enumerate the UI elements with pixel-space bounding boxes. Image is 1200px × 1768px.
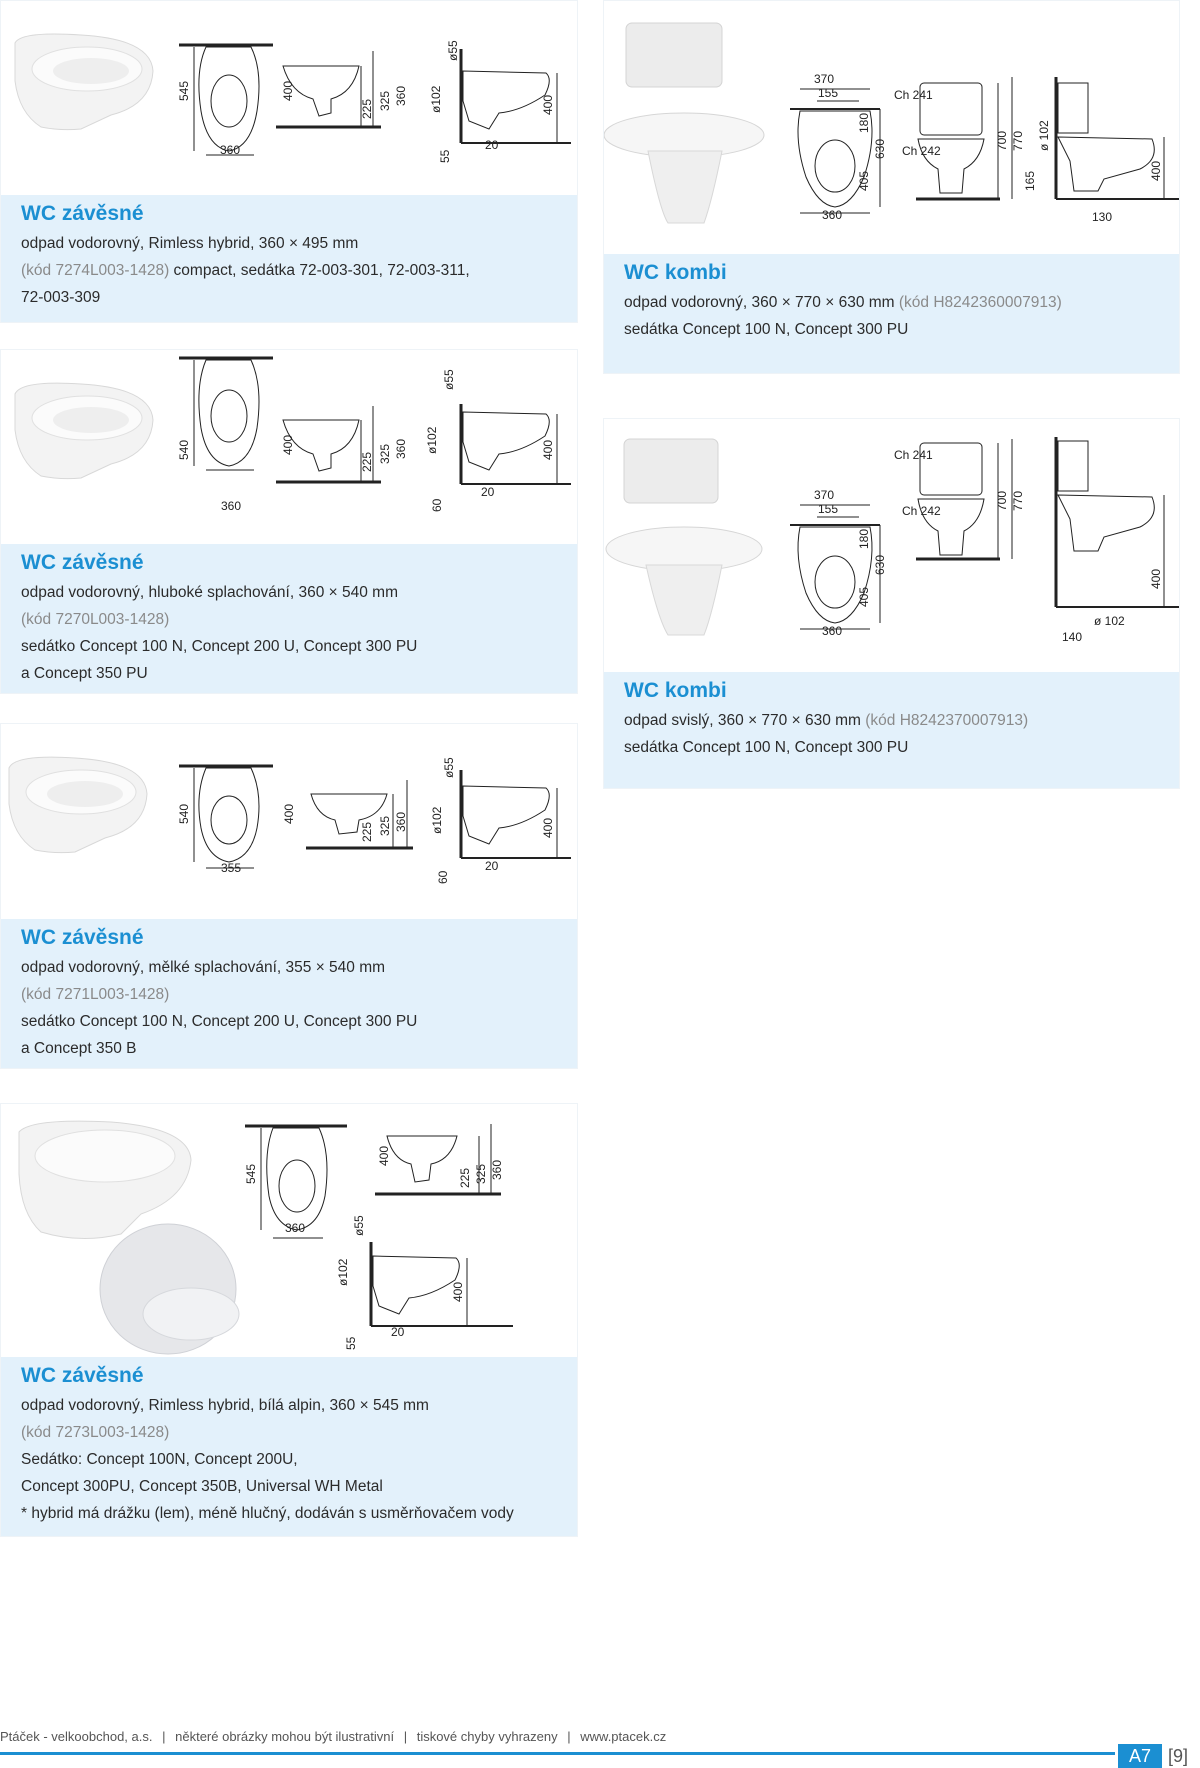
product-info: [604, 254, 1179, 373]
dim-side-400: 400: [541, 817, 555, 838]
product-info: [1, 195, 577, 322]
product-description: [624, 707, 1159, 734]
product-card-3: [0, 723, 578, 1069]
dim-height: 540: [177, 803, 191, 824]
product-images: [604, 419, 1179, 674]
toilet-photo: [604, 23, 764, 223]
product-title: WC závěsné: [21, 551, 144, 574]
dim-165: 165: [1023, 170, 1037, 191]
product-title: WC závěsné: [21, 1364, 144, 1387]
dim-180: 180: [857, 112, 871, 133]
product-card-4: [0, 1103, 578, 1537]
dim-400: 400: [377, 1145, 391, 1166]
dim-360: 360: [822, 208, 843, 222]
dim-630: 630: [873, 138, 887, 159]
seat-info: sedátka Concept 100 N, Concept 300 PU: [624, 739, 909, 756]
dim-diameter-102: ø102: [430, 806, 444, 834]
cistern-label: Ch 241: [894, 448, 933, 462]
seat-info-cont: 72-003-309: [21, 289, 101, 306]
dim-diameter-102: ø102: [425, 426, 439, 454]
dim-offset-20: 20: [485, 138, 499, 152]
product-description: odpad vodorovný, hluboké splachování, 360 × 540 mm: [21, 584, 398, 601]
seat-info-cont: a Concept 350 PU: [21, 665, 148, 682]
dim-155: 155: [818, 86, 839, 100]
top-view-drawing: [790, 505, 880, 629]
bowl-label: Ch 242: [902, 144, 941, 158]
dim-180: 180: [857, 528, 871, 549]
dim-225: 225: [360, 98, 374, 119]
product-info: [1, 1357, 577, 1536]
dim-height: 540: [177, 439, 191, 460]
wall-hung-toilet-drawing: [1, 1, 577, 197]
product-code: (kód 7273L003-1428): [21, 1424, 170, 1441]
product-title: WC závěsné: [21, 202, 144, 225]
dim-diameter-102: ø102: [429, 85, 443, 113]
dim-offset-60: 60: [430, 498, 444, 512]
dim-offset-20: 20: [391, 1325, 405, 1339]
dim-360: 360: [490, 1159, 504, 1180]
dim-width: 360: [285, 1221, 306, 1235]
product-description: odpad vodorovný, Rimless hybrid, 360 × 495 mm: [21, 235, 359, 252]
footer-rule: [0, 1752, 1115, 1755]
product-images: [1, 350, 577, 546]
seat-info: Sedátko: Concept 100N, Concept 200U,: [21, 1451, 298, 1468]
dim-offset-20: 20: [481, 485, 495, 499]
company-name: Ptáček - velkoobchod, a.s.: [0, 1729, 153, 1744]
cistern-label: Ch 241: [894, 88, 933, 102]
dim-400: 400: [1149, 568, 1163, 589]
close-coupled-toilet-drawing: [604, 1, 1179, 256]
dim-325: 325: [474, 1163, 488, 1184]
dim-400: 400: [281, 80, 295, 101]
dim-360: 360: [394, 85, 408, 106]
dim-130: 130: [1092, 210, 1113, 224]
product-card-5: [603, 0, 1180, 374]
dim-diameter-102: ø 102: [1037, 120, 1051, 151]
dim-370: 370: [814, 488, 835, 502]
seat-info: sedátka Concept 100 N, Concept 300 PU: [624, 321, 909, 338]
product-description: odpad vodorovný, mělké splachování, 355 × 540 mm: [21, 959, 386, 976]
footer-separator: |: [567, 1729, 571, 1744]
dim-140: 140: [1062, 630, 1083, 644]
dim-325: 325: [378, 90, 392, 111]
top-view-drawing: [179, 45, 273, 155]
toilet-photo: [15, 383, 153, 479]
dim-width: 360: [220, 143, 241, 157]
dim-diameter-55: ø55: [446, 40, 460, 61]
page-number: [9]: [1168, 1746, 1189, 1766]
seat-info: sedátko Concept 100 N, Concept 200 U, Concept 300 PU: [21, 638, 418, 655]
dim-diameter-55: ø55: [352, 1215, 366, 1236]
seat-photo: [100, 1224, 239, 1354]
side-view-drawing: [461, 770, 571, 858]
top-view-drawing: [179, 358, 273, 470]
product-code-line: [21, 257, 557, 284]
dim-diameter-55: ø55: [442, 757, 456, 778]
dim-400: 400: [282, 803, 296, 824]
dim-height: 545: [244, 1163, 258, 1184]
product-images: [1, 1104, 577, 1359]
page-footer: [0, 1729, 1200, 1744]
product-info: [1, 544, 577, 693]
product-card-6: [603, 418, 1180, 789]
product-info: [1, 919, 577, 1068]
product-note: * hybrid má drážku (lem), méně hlučný, dodáván s usměrňovačem vody: [21, 1505, 514, 1522]
dim-height: 545: [177, 80, 191, 101]
product-card-2: [0, 349, 578, 694]
dim-diameter-55: ø55: [442, 369, 456, 390]
product-spec: odpad vodorovný, 360 × 770 × 630 mm: [624, 294, 899, 311]
footer-note-illustrative: některé obrázky mohou být ilustrativní: [175, 1729, 395, 1744]
dim-325: 325: [378, 443, 392, 464]
wall-hung-toilet-drawing: [1, 1104, 577, 1359]
dim-offset-20: 20: [485, 859, 499, 873]
product-images: [1, 724, 577, 921]
product-title: WC kombi: [624, 679, 727, 702]
toilet-photo: [9, 757, 147, 853]
product-description: [624, 289, 1159, 316]
dim-225: 225: [458, 1167, 472, 1188]
dim-400: 400: [281, 434, 295, 455]
dim-325: 325: [378, 815, 392, 836]
wall-hung-toilet-drawing: [1, 350, 577, 546]
product-code-line: [21, 1419, 557, 1446]
dim-360: 360: [394, 811, 408, 832]
product-description: odpad vodorovný, Rimless hybrid, bílá alpin, 360 × 545 mm: [21, 1397, 429, 1414]
dim-630: 630: [873, 554, 887, 575]
dim-405: 405: [857, 586, 871, 607]
dim-diameter-102: ø 102: [1094, 614, 1125, 628]
dim-770: 770: [1011, 130, 1025, 151]
product-code-line: [21, 981, 557, 1008]
website-link[interactable]: www.ptacek.cz: [580, 1729, 667, 1744]
seat-info-cont: Concept 300PU, Concept 350B, Universal WH Metal: [21, 1478, 383, 1495]
toilet-photo: [15, 34, 153, 130]
top-view-drawing: [790, 89, 880, 213]
seat-info: sedátko Concept 100 N, Concept 200 U, Concept 300 PU: [21, 1013, 418, 1030]
side-view-drawing: [371, 1242, 513, 1326]
dim-400: 400: [1149, 160, 1163, 181]
toilet-photo: [606, 439, 762, 635]
dim-width: 355: [221, 861, 242, 875]
bowl-label: Ch 242: [902, 504, 941, 518]
footer-separator: |: [162, 1729, 166, 1744]
product-title: WC kombi: [624, 261, 727, 284]
product-code: (kód 7271L003-1428): [21, 986, 170, 1003]
dim-diameter-102: ø102: [336, 1258, 350, 1286]
dim-offset-60: 60: [436, 870, 450, 884]
dim-offset-55: 55: [438, 149, 452, 163]
dim-405: 405: [857, 170, 871, 191]
toilet-photo: [19, 1121, 191, 1238]
product-images: [1, 1, 577, 197]
dim-width: 360: [221, 499, 242, 513]
dim-360: 360: [822, 624, 843, 638]
top-view-drawing: [179, 766, 273, 868]
dim-offset-55: 55: [344, 1336, 358, 1350]
seat-info-cont: a Concept 350 B: [21, 1040, 137, 1057]
dim-700: 700: [995, 130, 1009, 151]
footer-note-errors: tiskové chyby vyhrazeny: [416, 1729, 558, 1744]
dim-770: 770: [1011, 490, 1025, 511]
product-card-1: [0, 0, 578, 323]
dim-155: 155: [818, 502, 839, 516]
seat-info: compact, sedátka 72-003-301, 72-003-311,: [169, 262, 470, 279]
dim-370: 370: [814, 72, 835, 86]
dim-225: 225: [360, 821, 374, 842]
dim-side-400: 400: [451, 1281, 465, 1302]
product-code: (kód 7270L003-1428): [21, 611, 170, 628]
product-spec: odpad svislý, 360 × 770 × 630 mm: [624, 712, 866, 729]
product-title: WC závěsné: [21, 926, 144, 949]
dim-700: 700: [995, 490, 1009, 511]
wall-hung-toilet-drawing: [1, 724, 577, 921]
product-code: (kód H8242370007913): [865, 712, 1029, 729]
product-code: (kód H8242360007913): [898, 294, 1062, 311]
section-tag: A7: [1118, 1744, 1162, 1768]
dim-360: 360: [394, 438, 408, 459]
close-coupled-toilet-drawing: [604, 419, 1179, 674]
dim-side-400: 400: [541, 94, 555, 115]
product-images: [604, 1, 1179, 256]
product-code: (kód 7274L003-1428): [21, 262, 170, 279]
dim-225: 225: [360, 451, 374, 472]
product-code-line: [21, 606, 557, 633]
footer-separator: |: [403, 1729, 408, 1744]
product-info: [604, 672, 1179, 788]
dim-side-400: 400: [541, 439, 555, 460]
